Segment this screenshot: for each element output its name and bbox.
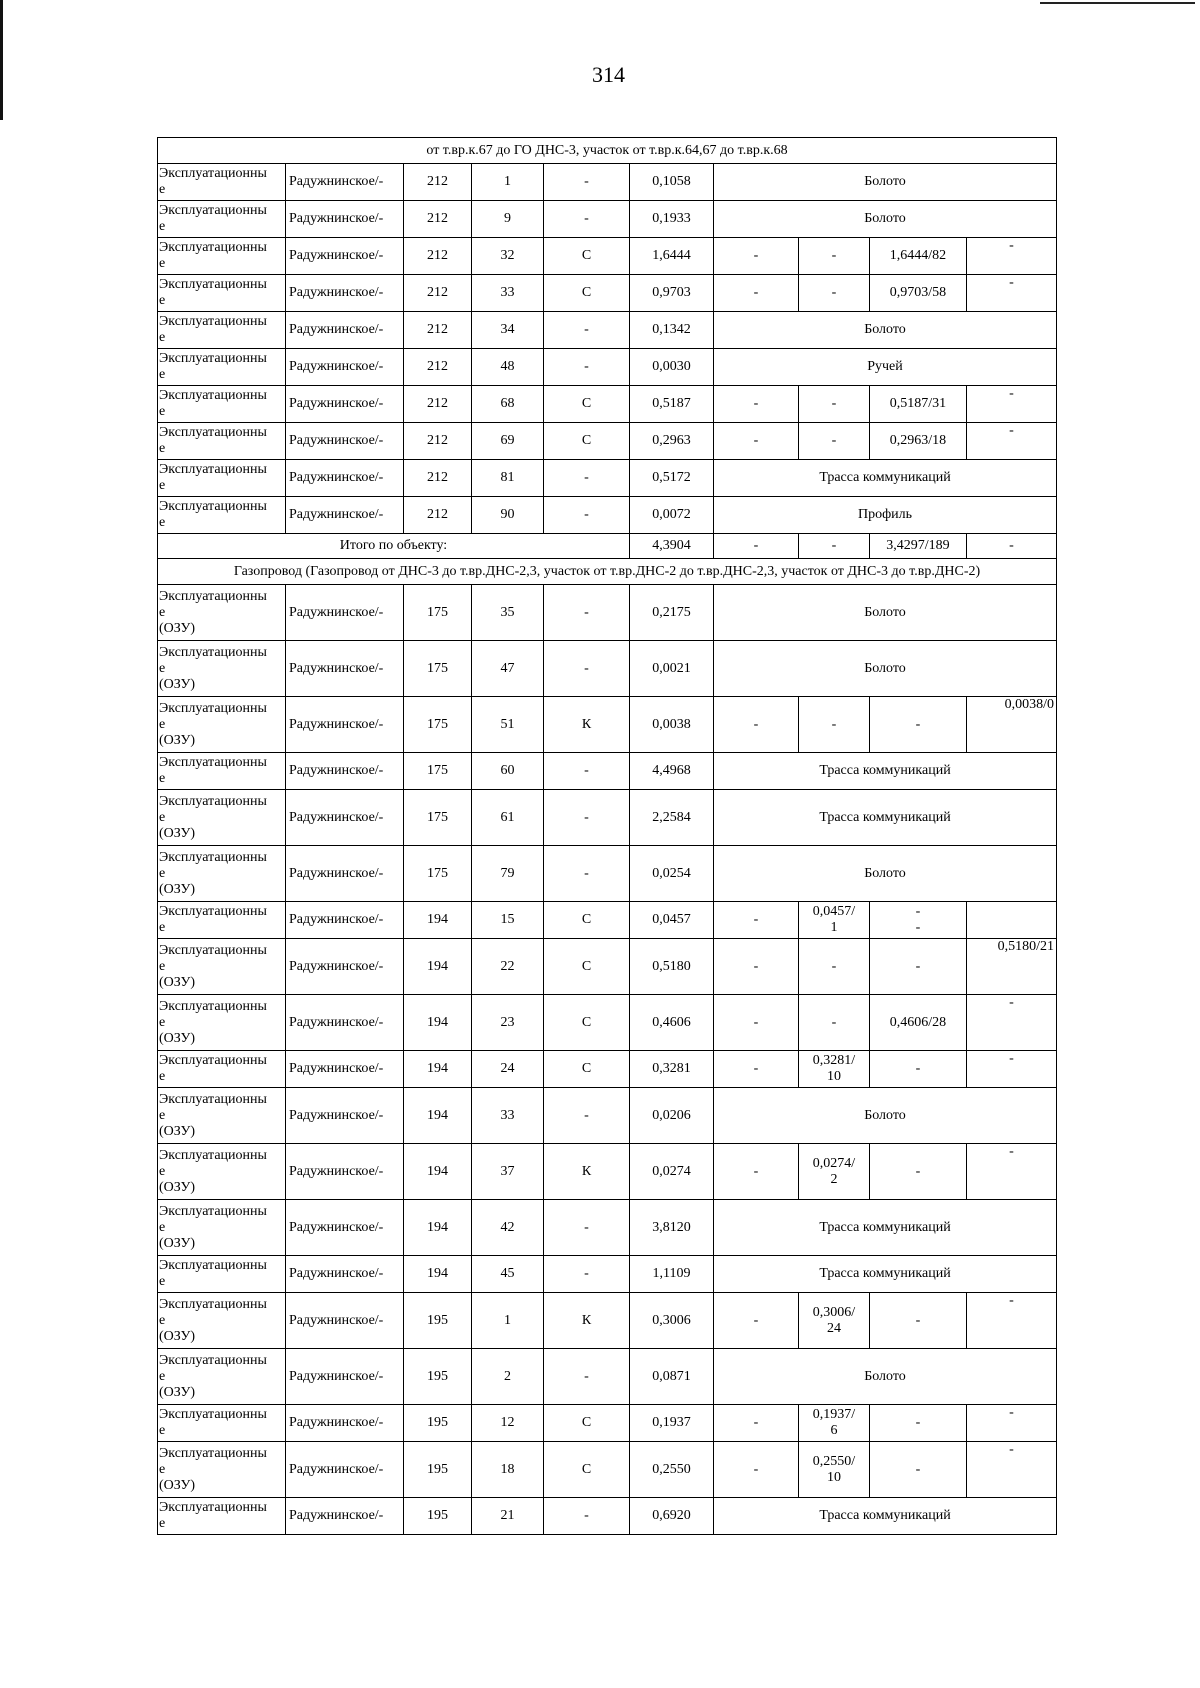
area-cell: 0,0254 bbox=[630, 846, 714, 902]
plot-number-cell: 33 bbox=[472, 1088, 544, 1144]
table-row bbox=[158, 497, 1057, 534]
area-cell: 0,3281 bbox=[630, 1051, 714, 1088]
col-2-cell: - bbox=[799, 423, 870, 460]
col-3-cell: - bbox=[870, 1293, 967, 1349]
plot-number-cell: 68 bbox=[472, 386, 544, 423]
quarter-cell: 194 bbox=[404, 1088, 472, 1144]
type-cell: - bbox=[544, 1200, 630, 1256]
quarter-cell: 175 bbox=[404, 585, 472, 641]
col-3-cell: 0,2963/18 bbox=[870, 423, 967, 460]
area-cell: 0,1933 bbox=[630, 201, 714, 238]
category-cell: Эксплуатационны е bbox=[158, 349, 286, 386]
plot-number-cell: 24 bbox=[472, 1051, 544, 1088]
quarter-cell: 212 bbox=[404, 312, 472, 349]
type-cell: - bbox=[544, 497, 630, 534]
category-cell: Эксплуатационны е (ОЗУ) bbox=[158, 1293, 286, 1349]
quarter-cell: 194 bbox=[404, 902, 472, 939]
area-cell: 0,1937 bbox=[630, 1405, 714, 1442]
col-3-cell: - bbox=[870, 939, 967, 995]
table-row bbox=[158, 1200, 1057, 1256]
note-cell: Болото bbox=[714, 1088, 1057, 1144]
col-4-cell: - bbox=[967, 238, 1057, 275]
municipality-cell: Радужнинское/- bbox=[286, 238, 404, 275]
plot-number-cell: 37 bbox=[472, 1144, 544, 1200]
col-4-cell: - bbox=[967, 1442, 1057, 1498]
category-cell: Эксплуатационны е bbox=[158, 312, 286, 349]
col-4-cell: 0,0038/0 bbox=[967, 697, 1057, 753]
area-cell: 4,4968 bbox=[630, 753, 714, 790]
col-1-cell: - bbox=[714, 1442, 799, 1498]
type-cell: - bbox=[544, 1498, 630, 1535]
plot-number-cell: 32 bbox=[472, 238, 544, 275]
quarter-cell: 194 bbox=[404, 1051, 472, 1088]
category-cell: Эксплуатационны е bbox=[158, 386, 286, 423]
municipality-cell: Радужнинское/- bbox=[286, 423, 404, 460]
area-cell: 0,0457 bbox=[630, 902, 714, 939]
category-cell: Эксплуатационны е bbox=[158, 238, 286, 275]
col-1-cell: - bbox=[714, 902, 799, 939]
category-cell: Эксплуатационны е bbox=[158, 753, 286, 790]
plot-number-cell: 35 bbox=[472, 585, 544, 641]
quarter-cell: 194 bbox=[404, 1200, 472, 1256]
col-3-cell: - bbox=[870, 1051, 967, 1088]
municipality-cell: Радужнинское/- bbox=[286, 460, 404, 497]
col-4-cell bbox=[967, 902, 1057, 939]
municipality-cell: Радужнинское/- bbox=[286, 1256, 404, 1293]
col-1-cell: - bbox=[714, 275, 799, 312]
col-2-cell: - bbox=[799, 995, 870, 1051]
category-cell: Эксплуатационны е (ОЗУ) bbox=[158, 1442, 286, 1498]
table-row bbox=[158, 585, 1057, 641]
land-plots-table bbox=[157, 137, 1057, 1535]
quarter-cell: 175 bbox=[404, 641, 472, 697]
type-cell: С bbox=[544, 1051, 630, 1088]
quarter-cell: 195 bbox=[404, 1498, 472, 1535]
type-cell: С bbox=[544, 386, 630, 423]
plot-number-cell: 9 bbox=[472, 201, 544, 238]
plot-number-cell: 21 bbox=[472, 1498, 544, 1535]
quarter-cell: 195 bbox=[404, 1405, 472, 1442]
table-row bbox=[158, 753, 1057, 790]
col-2-cell: - bbox=[799, 697, 870, 753]
category-cell: Эксплуатационны е bbox=[158, 1498, 286, 1535]
category-cell: Эксплуатационны е (ОЗУ) bbox=[158, 790, 286, 846]
col-4-cell: - bbox=[967, 386, 1057, 423]
plot-number-cell: 12 bbox=[472, 1405, 544, 1442]
table-row bbox=[158, 641, 1057, 697]
plot-number-cell: 23 bbox=[472, 995, 544, 1051]
table-row bbox=[158, 312, 1057, 349]
plot-number-cell: 81 bbox=[472, 460, 544, 497]
type-cell: С bbox=[544, 238, 630, 275]
municipality-cell: Радужнинское/- bbox=[286, 1349, 404, 1405]
col-1-cell: - bbox=[714, 423, 799, 460]
col-2-cell: - bbox=[799, 939, 870, 995]
table-row bbox=[158, 238, 1057, 275]
area-cell: 0,2175 bbox=[630, 585, 714, 641]
area-cell: 0,1058 bbox=[630, 164, 714, 201]
plot-number-cell: 47 bbox=[472, 641, 544, 697]
col-2-cell: 0,3281/ 10 bbox=[799, 1051, 870, 1088]
note-cell: Ручей bbox=[714, 349, 1057, 386]
type-cell: С bbox=[544, 939, 630, 995]
page-number: 314 bbox=[592, 62, 625, 87]
area-cell: 0,0206 bbox=[630, 1088, 714, 1144]
quarter-cell: 175 bbox=[404, 846, 472, 902]
category-cell: Эксплуатационны е bbox=[158, 164, 286, 201]
area-cell: 0,9703 bbox=[630, 275, 714, 312]
type-cell: - bbox=[544, 164, 630, 201]
area-cell: 0,0072 bbox=[630, 497, 714, 534]
col-4-cell: - bbox=[967, 423, 1057, 460]
type-cell: - bbox=[544, 312, 630, 349]
type-cell: С bbox=[544, 902, 630, 939]
quarter-cell: 212 bbox=[404, 201, 472, 238]
category-cell: Эксплуатационны е bbox=[158, 902, 286, 939]
plot-number-cell: 2 bbox=[472, 1349, 544, 1405]
municipality-cell: Радужнинское/- bbox=[286, 349, 404, 386]
quarter-cell: 175 bbox=[404, 790, 472, 846]
category-cell: Эксплуатационны е (ОЗУ) bbox=[158, 939, 286, 995]
type-cell: К bbox=[544, 697, 630, 753]
col-2-cell: 0,2550/ 10 bbox=[799, 1442, 870, 1498]
note-cell: Болото bbox=[714, 164, 1057, 201]
area-cell: 0,0021 bbox=[630, 641, 714, 697]
area-cell: 0,2550 bbox=[630, 1442, 714, 1498]
municipality-cell: Радужнинское/- bbox=[286, 201, 404, 238]
table-row bbox=[158, 995, 1057, 1051]
category-cell: Эксплуатационны е (ОЗУ) bbox=[158, 846, 286, 902]
col-2-cell: 0,1937/ 6 bbox=[799, 1405, 870, 1442]
quarter-cell: 195 bbox=[404, 1293, 472, 1349]
total-label-cell: Итого по объекту: bbox=[158, 534, 630, 559]
category-cell: Эксплуатационны е (ОЗУ) bbox=[158, 1088, 286, 1144]
total-col-4-cell: - bbox=[967, 534, 1057, 559]
type-cell: - bbox=[544, 349, 630, 386]
type-cell: С bbox=[544, 275, 630, 312]
section-title-row bbox=[158, 559, 1057, 585]
col-3-cell: - bbox=[870, 1405, 967, 1442]
total-col-3-cell: 3,4297/189 bbox=[870, 534, 967, 559]
type-cell: - bbox=[544, 790, 630, 846]
quarter-cell: 194 bbox=[404, 995, 472, 1051]
note-cell: Болото bbox=[714, 201, 1057, 238]
col-1-cell: - bbox=[714, 1405, 799, 1442]
category-cell: Эксплуатационны е bbox=[158, 1256, 286, 1293]
plot-number-cell: 1 bbox=[472, 164, 544, 201]
category-cell: Эксплуатационны е (ОЗУ) bbox=[158, 697, 286, 753]
category-cell: Эксплуатационны е bbox=[158, 201, 286, 238]
municipality-cell: Радужнинское/- bbox=[286, 641, 404, 697]
quarter-cell: 212 bbox=[404, 423, 472, 460]
category-cell: Эксплуатационны е bbox=[158, 423, 286, 460]
table-row bbox=[158, 1051, 1057, 1088]
municipality-cell: Радужнинское/- bbox=[286, 1442, 404, 1498]
table-row bbox=[158, 697, 1057, 753]
area-cell: 0,0038 bbox=[630, 697, 714, 753]
total-area-cell: 4,3904 bbox=[630, 534, 714, 559]
quarter-cell: 175 bbox=[404, 697, 472, 753]
category-cell: Эксплуатационны е (ОЗУ) bbox=[158, 641, 286, 697]
col-2-cell: 0,0457/ 1 bbox=[799, 902, 870, 939]
type-cell: К bbox=[544, 1293, 630, 1349]
type-cell: К bbox=[544, 1144, 630, 1200]
col-4-cell: - bbox=[967, 1405, 1057, 1442]
municipality-cell: Радужнинское/- bbox=[286, 497, 404, 534]
table-row bbox=[158, 164, 1057, 201]
col-4-cell: - bbox=[967, 275, 1057, 312]
plot-number-cell: 18 bbox=[472, 1442, 544, 1498]
table-row bbox=[158, 902, 1057, 939]
type-cell: - bbox=[544, 1349, 630, 1405]
table-row bbox=[158, 460, 1057, 497]
section-title-row bbox=[158, 138, 1057, 164]
plot-number-cell: 42 bbox=[472, 1200, 544, 1256]
table-row bbox=[158, 846, 1057, 902]
quarter-cell: 194 bbox=[404, 1256, 472, 1293]
municipality-cell: Радужнинское/- bbox=[286, 995, 404, 1051]
note-cell: Профиль bbox=[714, 497, 1057, 534]
plot-number-cell: 69 bbox=[472, 423, 544, 460]
col-1-cell: - bbox=[714, 995, 799, 1051]
note-cell: Болото bbox=[714, 585, 1057, 641]
col-3-cell: - bbox=[870, 1144, 967, 1200]
col-4-cell: 0,5180/21 bbox=[967, 939, 1057, 995]
plot-number-cell: 45 bbox=[472, 1256, 544, 1293]
plot-number-cell: 22 bbox=[472, 939, 544, 995]
note-cell: Болото bbox=[714, 846, 1057, 902]
total-row bbox=[158, 534, 1057, 559]
note-cell: Трасса коммуникаций bbox=[714, 1498, 1057, 1535]
col-4-cell: - bbox=[967, 1293, 1057, 1349]
area-cell: 2,2584 bbox=[630, 790, 714, 846]
type-cell: - bbox=[544, 1256, 630, 1293]
col-3-cell: 0,9703/58 bbox=[870, 275, 967, 312]
municipality-cell: Радужнинское/- bbox=[286, 1144, 404, 1200]
table-row bbox=[158, 939, 1057, 995]
col-3-cell: 1,6444/82 bbox=[870, 238, 967, 275]
table-row bbox=[158, 349, 1057, 386]
col-2-cell: - bbox=[799, 275, 870, 312]
col-3-cell: 0,5187/31 bbox=[870, 386, 967, 423]
municipality-cell: Радужнинское/- bbox=[286, 1293, 404, 1349]
scan-margin-mark bbox=[0, 0, 3, 120]
area-cell: 0,2963 bbox=[630, 423, 714, 460]
type-cell: - bbox=[544, 460, 630, 497]
plot-number-cell: 34 bbox=[472, 312, 544, 349]
col-2-cell: - bbox=[799, 238, 870, 275]
quarter-cell: 175 bbox=[404, 753, 472, 790]
quarter-cell: 212 bbox=[404, 275, 472, 312]
area-cell: 1,1109 bbox=[630, 1256, 714, 1293]
col-4-cell: - bbox=[967, 1051, 1057, 1088]
table-row bbox=[158, 1442, 1057, 1498]
col-1-cell: - bbox=[714, 697, 799, 753]
category-cell: Эксплуатационны е (ОЗУ) bbox=[158, 1144, 286, 1200]
area-cell: 0,0030 bbox=[630, 349, 714, 386]
section-title-cell: Газопровод (Газопровод от ДНС-3 до т.вр.ДНС-2,3, участок от т.вр.ДНС-2 до т.вр.ДНС-2,3, участок от ДНС-3 до т.вр.ДНС-2) bbox=[158, 559, 1057, 585]
municipality-cell: Радужнинское/- bbox=[286, 1200, 404, 1256]
section-title-cell: от т.вр.к.67 до ГО ДНС-3, участок от т.вр.к.64,67 до т.вр.к.68 bbox=[158, 138, 1057, 164]
col-2-cell: - bbox=[799, 386, 870, 423]
category-cell: Эксплуатационны е bbox=[158, 460, 286, 497]
type-cell: - bbox=[544, 641, 630, 697]
table-row bbox=[158, 1144, 1057, 1200]
quarter-cell: 212 bbox=[404, 164, 472, 201]
type-cell: - bbox=[544, 585, 630, 641]
quarter-cell: 195 bbox=[404, 1442, 472, 1498]
plot-number-cell: 61 bbox=[472, 790, 544, 846]
col-1-cell: - bbox=[714, 1051, 799, 1088]
category-cell: Эксплуатационны е (ОЗУ) bbox=[158, 995, 286, 1051]
municipality-cell: Радужнинское/- bbox=[286, 753, 404, 790]
table-row bbox=[158, 790, 1057, 846]
municipality-cell: Радужнинское/- bbox=[286, 1051, 404, 1088]
table-row bbox=[158, 1293, 1057, 1349]
quarter-cell: 194 bbox=[404, 939, 472, 995]
table-row bbox=[158, 1405, 1057, 1442]
table-row bbox=[158, 1088, 1057, 1144]
type-cell: - bbox=[544, 1088, 630, 1144]
quarter-cell: 212 bbox=[404, 349, 472, 386]
note-cell: Трасса коммуникаций bbox=[714, 1256, 1057, 1293]
table-row bbox=[158, 1498, 1057, 1535]
note-cell: Трасса коммуникаций bbox=[714, 1200, 1057, 1256]
area-cell: 0,6920 bbox=[630, 1498, 714, 1535]
total-col-2-cell: - bbox=[799, 534, 870, 559]
table-row bbox=[158, 1256, 1057, 1293]
table-row bbox=[158, 1349, 1057, 1405]
municipality-cell: Радужнинское/- bbox=[286, 312, 404, 349]
municipality-cell: Радужнинское/- bbox=[286, 1088, 404, 1144]
col-2-cell: 0,3006/ 24 bbox=[799, 1293, 870, 1349]
municipality-cell: Радужнинское/- bbox=[286, 846, 404, 902]
col-3-cell: - - bbox=[870, 902, 967, 939]
table-row bbox=[158, 423, 1057, 460]
col-4-cell: - bbox=[967, 995, 1057, 1051]
col-3-cell: - bbox=[870, 1442, 967, 1498]
municipality-cell: Радужнинское/- bbox=[286, 790, 404, 846]
plot-number-cell: 33 bbox=[472, 275, 544, 312]
area-cell: 0,4606 bbox=[630, 995, 714, 1051]
total-col-1-cell: - bbox=[714, 534, 799, 559]
plot-number-cell: 60 bbox=[472, 753, 544, 790]
area-cell: 0,5187 bbox=[630, 386, 714, 423]
col-3-cell: 0,4606/28 bbox=[870, 995, 967, 1051]
table-row bbox=[158, 386, 1057, 423]
category-cell: Эксплуатационны е (ОЗУ) bbox=[158, 1349, 286, 1405]
quarter-cell: 212 bbox=[404, 386, 472, 423]
note-cell: Трасса коммуникаций bbox=[714, 753, 1057, 790]
area-cell: 0,0871 bbox=[630, 1349, 714, 1405]
col-1-cell: - bbox=[714, 386, 799, 423]
plot-number-cell: 90 bbox=[472, 497, 544, 534]
type-cell: С bbox=[544, 1405, 630, 1442]
area-cell: 0,1342 bbox=[630, 312, 714, 349]
category-cell: Эксплуатационны е bbox=[158, 1051, 286, 1088]
type-cell: С bbox=[544, 423, 630, 460]
scan-top-line bbox=[1040, 2, 1195, 4]
table-row bbox=[158, 201, 1057, 238]
quarter-cell: 212 bbox=[404, 238, 472, 275]
area-cell: 0,5180 bbox=[630, 939, 714, 995]
col-4-cell: - bbox=[967, 1144, 1057, 1200]
category-cell: Эксплуатационны е (ОЗУ) bbox=[158, 1200, 286, 1256]
note-cell: Трасса коммуникаций bbox=[714, 460, 1057, 497]
plot-number-cell: 1 bbox=[472, 1293, 544, 1349]
plot-number-cell: 79 bbox=[472, 846, 544, 902]
municipality-cell: Радужнинское/- bbox=[286, 386, 404, 423]
quarter-cell: 212 bbox=[404, 460, 472, 497]
col-3-cell: - bbox=[870, 697, 967, 753]
col-1-cell: - bbox=[714, 238, 799, 275]
municipality-cell: Радужнинское/- bbox=[286, 1498, 404, 1535]
category-cell: Эксплуатационны е (ОЗУ) bbox=[158, 585, 286, 641]
quarter-cell: 195 bbox=[404, 1349, 472, 1405]
municipality-cell: Радужнинское/- bbox=[286, 697, 404, 753]
municipality-cell: Радужнинское/- bbox=[286, 902, 404, 939]
area-cell: 0,0274 bbox=[630, 1144, 714, 1200]
area-cell: 0,3006 bbox=[630, 1293, 714, 1349]
note-cell: Болото bbox=[714, 641, 1057, 697]
type-cell: - bbox=[544, 201, 630, 238]
note-cell: Трасса коммуникаций bbox=[714, 790, 1057, 846]
category-cell: Эксплуатационны е bbox=[158, 1405, 286, 1442]
municipality-cell: Радужнинское/- bbox=[286, 1405, 404, 1442]
area-cell: 0,5172 bbox=[630, 460, 714, 497]
quarter-cell: 212 bbox=[404, 497, 472, 534]
municipality-cell: Радужнинское/- bbox=[286, 275, 404, 312]
col-1-cell: - bbox=[714, 1293, 799, 1349]
col-1-cell: - bbox=[714, 939, 799, 995]
municipality-cell: Радужнинское/- bbox=[286, 939, 404, 995]
type-cell: С bbox=[544, 995, 630, 1051]
area-cell: 3,8120 bbox=[630, 1200, 714, 1256]
municipality-cell: Радужнинское/- bbox=[286, 164, 404, 201]
type-cell: - bbox=[544, 846, 630, 902]
quarter-cell: 194 bbox=[404, 1144, 472, 1200]
col-2-cell: 0,0274/ 2 bbox=[799, 1144, 870, 1200]
category-cell: Эксплуатационны е bbox=[158, 275, 286, 312]
col-1-cell: - bbox=[714, 1144, 799, 1200]
area-cell: 1,6444 bbox=[630, 238, 714, 275]
plot-number-cell: 51 bbox=[472, 697, 544, 753]
note-cell: Болото bbox=[714, 312, 1057, 349]
type-cell: - bbox=[544, 753, 630, 790]
type-cell: С bbox=[544, 1442, 630, 1498]
plot-number-cell: 15 bbox=[472, 902, 544, 939]
category-cell: Эксплуатационны е bbox=[158, 497, 286, 534]
table-row bbox=[158, 275, 1057, 312]
note-cell: Болото bbox=[714, 1349, 1057, 1405]
municipality-cell: Радужнинское/- bbox=[286, 585, 404, 641]
plot-number-cell: 48 bbox=[472, 349, 544, 386]
